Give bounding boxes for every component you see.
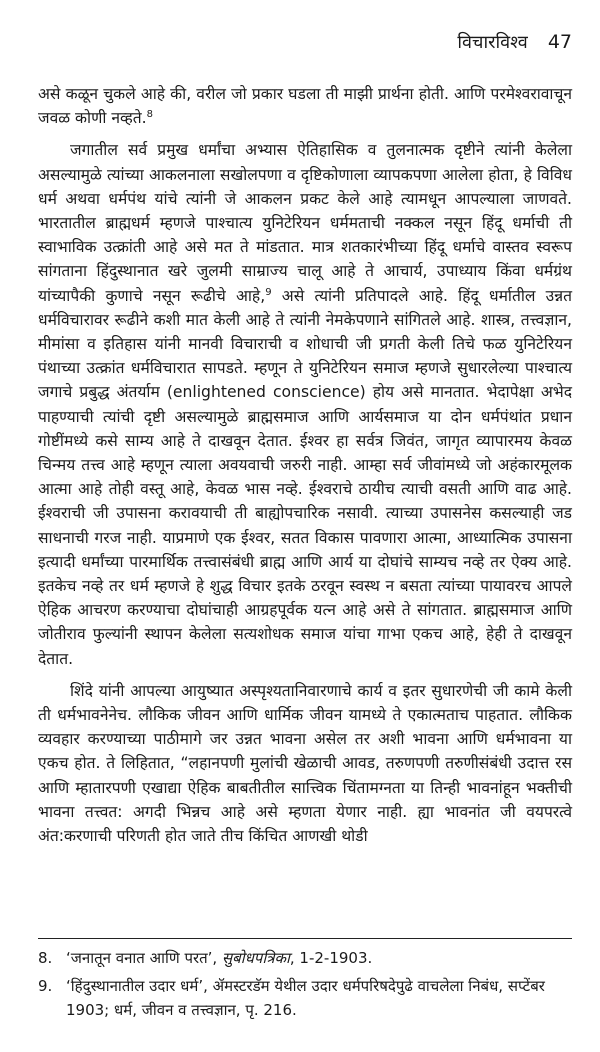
footnote-8 bbox=[38, 946, 572, 970]
paragraph-3 bbox=[38, 679, 572, 848]
footnote-divider bbox=[38, 938, 572, 939]
footnote-quote: ‘जनातून वनात आणि परत’, bbox=[66, 949, 218, 967]
running-header bbox=[457, 30, 572, 54]
footnote-quote: ‘हिंदुस्थानातील उदार धर्म’, bbox=[66, 977, 208, 995]
footnotes bbox=[38, 946, 572, 1026]
paragraph-2 bbox=[38, 138, 572, 670]
footnote-ref-8: 8 bbox=[146, 109, 153, 121]
paragraph-1 bbox=[38, 82, 572, 130]
footnote-text bbox=[66, 946, 572, 970]
footnote-number: 9. bbox=[38, 977, 53, 995]
footnote-rest: ॲमस्टरडॅम येथील उदार धर्मपरिषदेपुढे वाचलेला निबंध, सप्टेंबर 1903; धर्म, जीवन व तत्त्वज्ञान, पृ. 216. bbox=[66, 977, 545, 1019]
footnote-9 bbox=[38, 974, 572, 1022]
running-header-title: विचारविश्व bbox=[457, 32, 528, 53]
footnote-ref-9: 9 bbox=[265, 286, 272, 298]
footnote-text bbox=[66, 974, 572, 1022]
page-number: 47 bbox=[547, 31, 572, 53]
footnote-rest: , 1-2-1903. bbox=[289, 949, 373, 967]
paragraph-3-text: शिंदे यांनी आपल्या आयुष्यात अस्पृश्यतानिवारणाचे कार्य व इतर सुधारणेची जी कामे केली ती धर्मभावनेनेच. लौकिक जीवन आणि धार्मिक जीवन यामध्ये ते एकात्मताच पाहतात. लौकिक व्यवहार करण्याच्या पाठीमागे जर उन्नत भावना असेल तर अशी भावना आणि धर्मभावना या एकच होत. ते लिहितात, “लहानपणी मुलांची खेळाची आवड, तरुणपणी तरुणीसंबंधी उदात्त रस आणि म्हातारपणी एखाद्या ऐहिक बाबतीतील सात्त्विक चिंतामग्नता या तिन्ही भावनांहून भक्तीची भावना तत्त्वत: अगदी भिन्नच आहे असे म्हणता येणार नाही. ह्या भावनांत जी वयपरत्वे अंत:करणाची परिणती होत जाते तीच किंचित आणखी थोडी bbox=[38, 681, 572, 846]
body-text bbox=[38, 82, 572, 856]
footnote-number: 8. bbox=[38, 949, 53, 967]
paragraph-1-text: असे कळून चुकले आहे की, वरील जो प्रकार घडला ती माझी प्रार्थना होती. आणि परमेश्वरावाचून जवळ कोणी नव्हते. bbox=[38, 85, 572, 128]
paragraph-2-text-before: जगातील सर्व प्रमुख धर्मांचा अभ्यास ऐतिहासिक व तुलनात्मक दृष्टीने त्यांनी केलेला असल्यामुळे त्यांच्या आकलनाला सखोलपणा व दृष्टिकोणाला व्यापकपणा आलेला होता, हे विविध धर्म अथवा धर्मपंथ यांचे त्यांनी जे आकलन प्रकट केले आहे त्यामधून आपल्याला जाणवते. भारतातील ब्राह्मधर्म म्हणजे पाश्चात्य युनिटेरियन धर्ममताची नक्कल नसून हिंदू धर्माची ती स्वाभाविक उत्क्रांती आहे असे मत ते मांडतात. मात्र शतकारंभीच्या हिंदू धर्माचे वास्तव स्वरूप सांगताना हिंदुस्थानात खरे जुलमी साम्राज्य चालू आहे ते आचार्य, उपाध्याय किंवा धर्मग्रंथ यांच्यापैकी कुणाचे नसून रूढीचे आहे, bbox=[38, 141, 572, 305]
paragraph-2-text-after: असे त्यांनी प्रतिपादले आहे. हिंदू धर्मातील उन्नत धर्मविचारावर रूढीने कशी मात केली आहे ते त्यांनी नेमकेपणाने सांगितले आहे. शास्त्र, तत्त्वज्ञान, मीमांसा व इतिहास यांनी मानवी विचाराची व शोधाची जी प्रगती केली तिचे फळ युनिटेरियन पंथाच्या उत्क्रांत धर्मविचारात सापडते. म्हणून ते युनिटेरियन समाज म्हणजे सुधारलेल्या पाश्चात्य जगाचे प्रबुद्ध अंतर्याम (enlightened conscience) होय असे मानतात. भेदापेक्षा अभेद पाहण्याची त्यांची दृष्टी असल्यामुळे ब्राह्मसमाज आणि आर्यसमाज या दोन धर्मपंथांत प्रधान गोष्टींमध्ये कसे साम्य आहे ते दाखवून देतात. ईश्वर हा सर्वत्र जिवंत, जागृत व्यापारमय केवळ चिन्मय तत्त्व आहे म्हणून त्याला अवयवाची जरुरी नाही. आम्हा सर्व जीवांमध्ये जो अहंकारमूलक आत्मा आहे तोही वस्तू आहे, केवळ भास नव्हे. ईश्वराचे ठायीच त्याची वसती आणि वाढ आहे. ईश्वराची जी उपासना करावयाची ती बाह्योपचारिक नसावी. त्याच्या उपासनेस कसल्याही जड साधनाची गरज नाही. याप्रमाणे एक ईश्वर, सतत विकास पावणारा आत्मा, आध्यात्मिक उपासना इत्यादी धर्मांच्या पारमार्थिक तत्त्वासंबंधी ब्राह्म आणि आर्य या दोघांचे साम्यच नव्हे तर ऐक्य आहे. इतकेच नव्हे तर धर्म म्हणजे हे शुद्ध विचार इतके ठरवून स्वस्थ न बसता त्यांच्या पायावरच आपले ऐहिक आचरण करण्याचा दोघांचाही आग्रहपूर्वक यत्न आहे असे ते सांगतात. ब्राह्मसमाज आणि जोतीराव फुल्यांनी स्थापन केलेला सत्यशोधक समाज यांचा गाभा एकच आहे, हेही ते दाखवून देतात. bbox=[38, 286, 573, 668]
footnote-source: सुबोधपत्रिका bbox=[221, 949, 290, 967]
